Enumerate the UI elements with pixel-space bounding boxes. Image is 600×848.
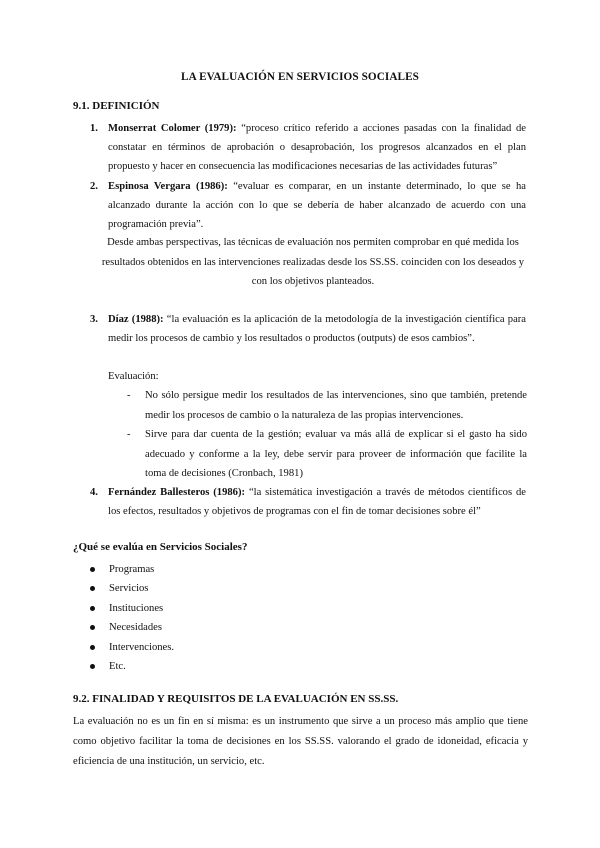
section-heading-finalidad: 9.2. FINALIDAD Y REQUISITOS DE LA EVALUACIÓN EN SS.SS. — [73, 693, 399, 705]
question-heading: ¿Qué se evalúa en Servicios Sociales? — [73, 541, 248, 553]
item-text: “la sistemática investigación a través de métodos científicos de los efectos, resultados y objetivos de programas con el fin de tomar decisiones sobre él” — [108, 487, 526, 517]
list-item-text: Programas — [109, 564, 155, 575]
evaluacion-point-1 — [127, 386, 527, 425]
item-text: “la evaluación es la aplicación de la metodología de la investigación científica para medir los procesos de cambio y los resultados o productos (outputs) de esos cambios”. — [108, 314, 527, 344]
item-text: “evaluar es comparar, en un instante determinado, lo que se ha alcanzado durante la acción con lo que se debería de haber alcanzado de acuerdo con una programación previa”. — [108, 181, 526, 230]
finalidad-paragraph: La evaluación no es un fin en sí misma: es un instrumento que sirve a un proceso más amplio que tiene como objetivo facilitar la toma de decisiones en los SS.SS. valorando el grado de idoneidad, eficacia y eficiencia de una institución, un servicio, etc. — [73, 716, 528, 767]
list-item — [90, 560, 174, 579]
dash-marker: - — [127, 429, 131, 440]
item-author: Fernández Ballesteros (1986): — [108, 487, 246, 498]
list-item — [90, 618, 174, 637]
list-item — [90, 599, 174, 618]
section-heading-definicion: 9.1. DEFINICIÓN — [73, 100, 160, 112]
bullet-list — [90, 560, 174, 676]
bullet-icon — [90, 664, 95, 669]
evaluacion-point-text: No sólo persigue medir los resultados de las intervenciones, sino que también, pretende medir los procesos de cambio o la naturaleza de las propias intervenciones. — [145, 390, 527, 421]
list-item-text: Instituciones — [109, 602, 164, 614]
list-item — [90, 579, 174, 598]
list-item-text: Necesidades — [109, 622, 162, 634]
dash-marker: - — [127, 390, 131, 401]
list-item — [90, 657, 174, 676]
item-number: 2. — [90, 181, 98, 192]
document-title: LA EVALUACIÓN EN SERVICIOS SOCIALES — [181, 71, 419, 83]
definition-item-3 — [90, 310, 526, 348]
definition-item-4 — [90, 483, 526, 521]
item-text: “proceso crítico referido a acciones pasadas con la finalidad de constatar en términos de aprobación o desaprobación, los progresos alcanzados en el plan propuesto y hacer en consecuencia las modificaciones necesarias de las actividades futuras” — [108, 123, 526, 172]
bullet-icon — [90, 567, 95, 572]
evaluacion-label: Evaluación: — [108, 371, 159, 382]
perspectives-paragraph: Desde ambas perspectivas, las técnicas de evaluación nos permiten comprobar en qué medida los resultados obtenidos en las intervenciones realizadas desde los SS.SS. coinciden con los deseados y con los objetivos planteados. — [101, 237, 525, 287]
bullet-icon — [90, 606, 95, 611]
list-item-text: Intervenciones. — [109, 641, 175, 653]
item-author: Monserrat Colomer (1979): — [108, 123, 237, 134]
bullet-icon — [90, 645, 95, 650]
bullet-icon — [90, 586, 95, 591]
definition-item-2 — [90, 177, 526, 234]
evaluacion-point-2 — [127, 425, 527, 484]
definition-item-1 — [90, 119, 526, 176]
item-number: 3. — [90, 314, 98, 325]
bullet-icon — [90, 625, 95, 630]
list-item — [90, 638, 174, 657]
evaluacion-point-text: Sirve para dar cuenta de la gestión; evaluar va más allá de explicar si el gasto ha sido adecuado y conforme a la ley, debe servir para proveer de información que facilite la toma de decisiones (Cronbach, 1981) — [145, 429, 527, 479]
list-item-text: Etc. — [109, 660, 126, 672]
list-item-text: Servicios — [109, 583, 149, 595]
item-author: Espinosa Vergara (1986): — [108, 181, 228, 192]
item-number: 4. — [90, 487, 98, 498]
item-author: Díaz (1988): — [108, 314, 164, 325]
item-number: 1. — [90, 123, 98, 134]
